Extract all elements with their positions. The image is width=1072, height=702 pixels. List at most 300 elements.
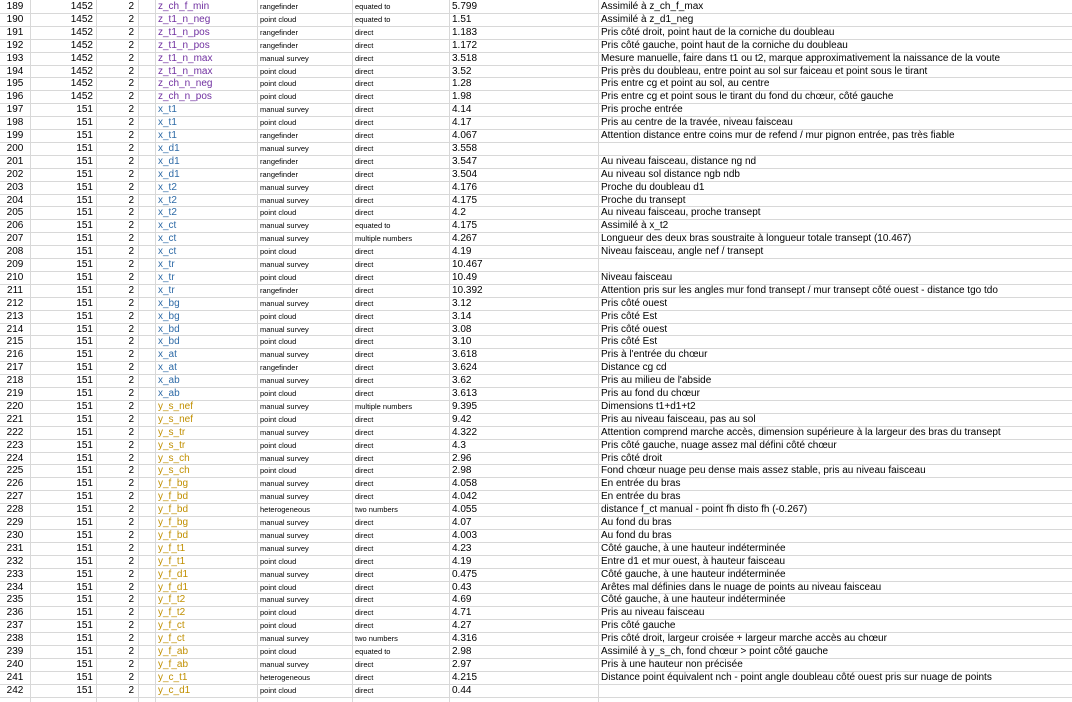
cell-level[interactable]: 2 <box>128 181 134 193</box>
cell-comment[interactable]: Pris au centre de la travée, niveau faisceau <box>601 117 793 129</box>
cell-id[interactable]: 1452 <box>70 26 93 38</box>
cell-id[interactable]: 151 <box>76 620 93 632</box>
cell-comment[interactable]: Pris côté ouest <box>601 323 668 335</box>
cell-value[interactable]: 3.14 <box>452 310 472 322</box>
cell-comment[interactable]: Au fond du bras <box>601 529 672 541</box>
cell-parameter[interactable]: y_f_t1 <box>158 555 186 567</box>
cell-id[interactable]: 151 <box>76 594 93 606</box>
table-row[interactable] <box>0 374 1072 387</box>
cell-id[interactable]: 151 <box>76 375 93 387</box>
row-number[interactable]: 220 <box>6 400 24 412</box>
cell-source[interactable]: manual survey <box>260 595 309 605</box>
cell-method[interactable]: equated to <box>355 221 391 231</box>
cell-value[interactable]: 4.058 <box>452 478 478 490</box>
table-row[interactable] <box>0 116 1072 129</box>
row-number[interactable]: 222 <box>6 426 24 438</box>
cell-parameter[interactable]: x_ab <box>158 388 180 399</box>
cell-parameter[interactable]: y_f_bd <box>158 529 189 541</box>
cell-parameter[interactable]: x_t1 <box>158 117 177 129</box>
cell-value[interactable]: 3.547 <box>452 155 478 167</box>
row-number[interactable]: 193 <box>6 52 24 64</box>
cell-value[interactable]: 4.07 <box>452 517 472 528</box>
cell-parameter[interactable]: x_bg <box>158 310 180 322</box>
cell-source[interactable]: manual survey <box>260 260 309 269</box>
cell-method[interactable]: direct <box>355 350 374 360</box>
cell-level[interactable]: 2 <box>128 117 134 129</box>
cell-level[interactable]: 2 <box>128 336 134 348</box>
cell-comment[interactable]: Mesure manuelle, faire dans t1 ou t2, marque approximativement la naissance de la voute <box>601 52 1001 64</box>
row-number[interactable]: 233 <box>6 568 24 580</box>
cell-source[interactable]: manual survey <box>260 569 309 579</box>
row-number[interactable]: 230 <box>6 529 24 541</box>
cell-id[interactable]: 151 <box>76 246 93 258</box>
table-row[interactable] <box>0 155 1072 168</box>
cell-comment[interactable]: Attention pris sur les angles mur fond transept / mur transept côté ouest - distance tgo tdo <box>601 284 998 296</box>
cell-method[interactable]: direct <box>355 376 374 386</box>
cell-parameter[interactable]: y_f_ab <box>158 646 189 657</box>
table-row[interactable] <box>0 232 1072 245</box>
cell-method[interactable]: direct <box>355 530 374 540</box>
table-row[interactable] <box>0 271 1072 284</box>
cell-level[interactable]: 2 <box>128 271 134 283</box>
cell-parameter[interactable]: z_ch_f_min <box>158 1 210 12</box>
cell-id[interactable]: 151 <box>76 684 93 696</box>
row-number[interactable]: 199 <box>6 130 24 141</box>
cell-source[interactable]: point cloud <box>260 685 297 695</box>
table-row[interactable] <box>0 658 1072 671</box>
cell-parameter[interactable]: y_f_bg <box>158 478 189 490</box>
cell-comment[interactable]: En entrée du bras <box>601 491 681 503</box>
cell-value[interactable]: 4.14 <box>452 104 472 116</box>
cell-source[interactable]: point cloud <box>260 118 297 128</box>
cell-id[interactable]: 151 <box>76 336 93 348</box>
cell-source[interactable]: point cloud <box>260 208 297 218</box>
cell-comment[interactable]: Pris côté gauche <box>601 620 676 632</box>
cell-comment[interactable]: Attention distance entre coins mur de refend / mur pignon entrée, pas très fiable <box>601 130 955 141</box>
table-row[interactable] <box>0 413 1072 426</box>
cell-comment[interactable]: Côté gauche, à une hauteur indéterminée <box>601 568 786 580</box>
cell-value[interactable]: 4.067 <box>452 130 478 141</box>
cell-id[interactable]: 151 <box>76 297 93 309</box>
row-number[interactable]: 203 <box>6 181 24 193</box>
cell-parameter[interactable]: x_at <box>158 349 177 361</box>
cell-id[interactable]: 151 <box>76 491 93 503</box>
table-row[interactable] <box>0 103 1072 116</box>
cell-comment[interactable]: Fond chœur nuage peu dense mais assez stable, pris au niveau faisceau <box>601 465 926 477</box>
cell-parameter[interactable]: x_d1 <box>158 155 180 167</box>
cell-parameter[interactable]: z_ch_n_pos <box>158 91 212 103</box>
cell-method[interactable]: direct <box>355 92 374 102</box>
cell-level[interactable]: 2 <box>128 452 134 464</box>
cell-method[interactable]: direct <box>355 118 374 128</box>
cell-source[interactable]: manual survey <box>260 453 309 463</box>
cell-value[interactable]: 0.44 <box>452 684 472 696</box>
cell-source[interactable]: point cloud <box>260 414 297 424</box>
cell-source[interactable]: rangefinder <box>260 363 298 373</box>
table-row[interactable] <box>0 39 1072 52</box>
cell-id[interactable]: 151 <box>76 349 93 361</box>
cell-source[interactable]: point cloud <box>260 440 297 450</box>
row-number[interactable]: 206 <box>6 220 24 232</box>
cell-source[interactable]: manual survey <box>260 221 309 231</box>
cell-level[interactable]: 2 <box>128 375 134 387</box>
table-row[interactable] <box>0 503 1072 516</box>
cell-level[interactable]: 2 <box>128 220 134 232</box>
cell-comment[interactable]: Au niveau faisceau, proche transept <box>601 207 761 219</box>
cell-source[interactable]: point cloud <box>260 621 297 631</box>
cell-value[interactable]: 4.003 <box>452 529 478 541</box>
table-row[interactable] <box>0 387 1072 400</box>
cell-id[interactable]: 1452 <box>70 52 93 64</box>
cell-source[interactable]: manual survey <box>260 479 309 489</box>
cell-source[interactable]: point cloud <box>260 337 297 347</box>
row-number[interactable]: 223 <box>6 439 24 451</box>
cell-id[interactable]: 151 <box>76 388 93 399</box>
row-number[interactable]: 235 <box>6 594 24 606</box>
cell-comment[interactable]: Proche du transept <box>601 194 686 206</box>
row-number[interactable]: 205 <box>6 207 24 219</box>
cell-source[interactable]: point cloud <box>260 92 297 102</box>
cell-parameter[interactable]: y_s_nef <box>158 400 194 412</box>
cell-method[interactable]: direct <box>355 131 374 140</box>
cell-method[interactable]: direct <box>355 27 374 37</box>
cell-id[interactable]: 151 <box>76 259 93 270</box>
cell-comment[interactable]: Attention comprend marche accès, dimension supérieure à la largeur des bras du transept <box>601 426 1001 438</box>
row-number[interactable]: 216 <box>6 349 24 361</box>
table-row[interactable] <box>0 142 1072 155</box>
row-number[interactable]: 215 <box>6 336 24 348</box>
cell-method[interactable]: direct <box>355 414 374 424</box>
cell-value[interactable]: 9.395 <box>452 400 478 412</box>
cell-parameter[interactable]: x_bd <box>158 336 180 348</box>
cell-source[interactable]: manual survey <box>260 182 309 192</box>
cell-comment[interactable]: Longueur des deux bras soustraite à longueur totale transept (10.467) <box>601 233 912 245</box>
cell-level[interactable]: 2 <box>128 504 134 516</box>
table-row[interactable] <box>0 323 1072 336</box>
row-number[interactable]: 210 <box>6 271 24 283</box>
cell-comment[interactable]: En entrée du bras <box>601 478 681 490</box>
cell-parameter[interactable]: y_s_tr <box>158 439 186 451</box>
cell-method[interactable]: direct <box>355 492 374 502</box>
cell-method[interactable]: direct <box>355 66 374 76</box>
cell-source[interactable]: rangefinder <box>260 131 298 140</box>
cell-value[interactable]: 3.62 <box>452 375 472 387</box>
cell-parameter[interactable]: y_f_bd <box>158 504 189 516</box>
table-row[interactable] <box>0 568 1072 581</box>
cell-source[interactable]: manual survey <box>260 659 309 669</box>
cell-level[interactable]: 2 <box>128 478 134 490</box>
cell-parameter[interactable]: y_f_bd <box>158 491 189 503</box>
cell-parameter[interactable]: x_t1 <box>158 104 177 116</box>
cell-level[interactable]: 2 <box>128 26 134 38</box>
cell-parameter[interactable]: z_t1_n_neg <box>158 13 211 25</box>
cell-comment[interactable]: Arêtes mal définies dans le nuage de points au niveau faisceau <box>601 581 882 593</box>
cell-comment[interactable]: Proche du doubleau d1 <box>601 181 705 193</box>
cell-method[interactable]: direct <box>355 79 374 89</box>
cell-comment[interactable]: Pris côté droit, largeur croisée + largeur marche accès au chœur <box>601 633 887 645</box>
cell-method[interactable]: direct <box>355 543 374 553</box>
cell-value[interactable]: 3.624 <box>452 362 478 374</box>
cell-level[interactable]: 2 <box>128 400 134 412</box>
row-number[interactable]: 240 <box>6 658 24 670</box>
cell-id[interactable]: 151 <box>76 478 93 490</box>
cell-value[interactable]: 0.43 <box>452 581 472 593</box>
cell-id[interactable]: 151 <box>76 400 93 412</box>
cell-source[interactable]: manual survey <box>260 195 309 205</box>
cell-value[interactable]: 10.49 <box>452 271 478 283</box>
cell-level[interactable]: 2 <box>128 130 134 141</box>
table-row[interactable] <box>0 310 1072 323</box>
table-row[interactable] <box>0 361 1072 374</box>
cell-method[interactable]: direct <box>355 621 374 631</box>
row-number[interactable]: 213 <box>6 310 24 322</box>
cell-id[interactable]: 1452 <box>70 65 93 77</box>
table-row[interactable] <box>0 452 1072 465</box>
table-row[interactable] <box>0 516 1072 529</box>
table-row[interactable] <box>0 439 1072 452</box>
cell-source[interactable]: manual survey <box>260 543 309 553</box>
cell-level[interactable]: 2 <box>128 91 134 103</box>
row-number[interactable]: 207 <box>6 233 24 245</box>
cell-source[interactable]: point cloud <box>260 14 297 24</box>
cell-method[interactable]: direct <box>355 337 374 347</box>
cell-value[interactable]: 3.558 <box>452 142 478 154</box>
cell-comment[interactable]: Pris à une hauteur non précisée <box>601 658 743 670</box>
cell-method[interactable]: direct <box>355 556 374 566</box>
cell-method[interactable]: direct <box>355 440 374 450</box>
table-row[interactable] <box>0 555 1072 568</box>
cell-parameter[interactable]: y_f_t1 <box>158 542 186 554</box>
cell-comment[interactable]: Entre d1 et mur ouest, à hauteur faisceau <box>601 555 785 567</box>
cell-level[interactable]: 2 <box>128 388 134 399</box>
cell-method[interactable]: direct <box>355 453 374 463</box>
cell-comment[interactable]: Pris côté gauche, point haut de la corniche du doubleau <box>601 39 848 51</box>
cell-source[interactable]: manual survey <box>260 105 309 115</box>
row-number[interactable]: 221 <box>6 413 24 425</box>
row-number[interactable]: 192 <box>6 39 24 51</box>
cell-method[interactable]: direct <box>355 672 374 682</box>
cell-value[interactable]: 10.467 <box>452 259 483 270</box>
cell-comment[interactable]: Côté gauche, à une hauteur indéterminée <box>601 542 786 554</box>
cell-level[interactable]: 2 <box>128 155 134 167</box>
cell-id[interactable]: 151 <box>76 362 93 374</box>
cell-source[interactable]: heterogeneous <box>260 505 311 515</box>
cell-value[interactable]: 4.267 <box>452 233 478 245</box>
cell-method[interactable]: direct <box>355 156 374 166</box>
cell-method[interactable]: direct <box>355 143 374 153</box>
cell-parameter[interactable]: x_ct <box>158 220 177 232</box>
cell-value[interactable]: 4.69 <box>452 594 472 606</box>
cell-source[interactable]: rangefinder <box>260 40 298 50</box>
cell-id[interactable]: 151 <box>76 581 93 593</box>
cell-source[interactable]: manual survey <box>260 530 309 540</box>
cell-value[interactable]: 4.27 <box>452 620 472 632</box>
table-row[interactable] <box>0 400 1072 413</box>
cell-id[interactable]: 1452 <box>70 13 93 25</box>
cell-method[interactable]: direct <box>355 311 374 321</box>
table-row[interactable] <box>0 606 1072 619</box>
cell-parameter[interactable]: y_f_ct <box>158 633 185 645</box>
cell-method[interactable]: direct <box>355 363 374 373</box>
cell-source[interactable]: rangefinder <box>260 27 298 37</box>
cell-id[interactable]: 151 <box>76 271 93 283</box>
cell-source[interactable]: manual survey <box>260 350 309 360</box>
cell-value[interactable]: 4.19 <box>452 555 472 567</box>
cell-level[interactable]: 2 <box>128 310 134 322</box>
cell-level[interactable]: 2 <box>128 491 134 503</box>
cell-level[interactable]: 2 <box>128 426 134 438</box>
row-number[interactable]: 214 <box>6 323 24 335</box>
table-row[interactable] <box>0 335 1072 348</box>
cell-comment[interactable]: distance f_ct manual - point fh disto fh (-0.267) <box>601 504 808 516</box>
table-row[interactable] <box>0 619 1072 632</box>
cell-method[interactable]: direct <box>355 582 374 592</box>
cell-comment[interactable]: Pris proche entrée <box>601 104 683 116</box>
row-number[interactable]: 219 <box>6 388 24 399</box>
cell-value[interactable]: 10.392 <box>452 284 483 296</box>
row-number[interactable]: 191 <box>6 26 24 38</box>
row-number[interactable]: 242 <box>6 684 24 696</box>
cell-comment[interactable]: Pris à l'entrée du chœur <box>601 349 708 361</box>
cell-method[interactable]: equated to <box>355 14 391 24</box>
cell-source[interactable]: heterogeneous <box>260 672 311 682</box>
cell-id[interactable]: 151 <box>76 104 93 116</box>
table-row[interactable] <box>0 129 1072 142</box>
cell-parameter[interactable]: y_f_ab <box>158 658 189 670</box>
table-row[interactable] <box>0 77 1072 90</box>
cell-source[interactable]: rangefinder <box>260 156 298 166</box>
cell-source[interactable]: point cloud <box>260 466 297 476</box>
cell-parameter[interactable]: x_tr <box>158 284 175 296</box>
cell-comment[interactable]: Niveau faisceau, angle nef / transept <box>601 246 764 258</box>
row-number[interactable]: 204 <box>6 194 24 206</box>
cell-source[interactable]: manual survey <box>260 634 309 644</box>
cell-comment[interactable]: Assimilé à y_s_ch, fond chœur > point côté gauche <box>601 646 829 657</box>
row-number[interactable]: 195 <box>6 78 24 90</box>
row-number[interactable]: 209 <box>6 259 24 270</box>
cell-method[interactable]: direct <box>355 569 374 579</box>
cell-parameter[interactable]: y_c_t1 <box>158 671 188 683</box>
cell-parameter[interactable]: z_ch_n_neg <box>158 78 213 90</box>
cell-value[interactable]: 4.23 <box>452 542 472 554</box>
cell-level[interactable]: 2 <box>128 658 134 670</box>
cell-source[interactable]: manual survey <box>260 492 309 502</box>
cell-method[interactable]: direct <box>355 479 374 489</box>
row-number[interactable]: 217 <box>6 362 24 374</box>
cell-id[interactable]: 151 <box>76 142 93 154</box>
cell-id[interactable]: 151 <box>76 517 93 528</box>
cell-comment[interactable]: Pris entre cg et point au sol, au centre <box>601 78 770 90</box>
cell-method[interactable]: direct <box>355 272 374 282</box>
cell-level[interactable]: 2 <box>128 207 134 219</box>
cell-method[interactable]: direct <box>355 595 374 605</box>
cell-parameter[interactable]: x_bd <box>158 323 180 335</box>
cell-value[interactable]: 5.799 <box>452 1 478 12</box>
cell-parameter[interactable]: y_f_d1 <box>158 568 189 580</box>
table-row[interactable] <box>0 65 1072 78</box>
cell-level[interactable]: 2 <box>128 517 134 528</box>
cell-level[interactable]: 2 <box>128 142 134 154</box>
table-row[interactable] <box>0 206 1072 219</box>
cell-parameter[interactable]: x_ab <box>158 375 180 387</box>
cell-value[interactable]: 3.504 <box>452 168 478 180</box>
cell-comment[interactable]: Assimilé à z_ch_f_max <box>601 1 704 12</box>
cell-id[interactable]: 151 <box>76 439 93 451</box>
table-row[interactable] <box>0 671 1072 684</box>
cell-parameter[interactable]: z_t1_n_max <box>158 65 213 77</box>
cell-method[interactable]: direct <box>355 608 374 618</box>
cell-source[interactable]: manual survey <box>260 401 309 411</box>
cell-id[interactable]: 151 <box>76 207 93 219</box>
cell-source[interactable]: point cloud <box>260 311 297 321</box>
row-number[interactable]: 197 <box>6 104 24 116</box>
cell-method[interactable]: direct <box>355 105 374 115</box>
cell-level[interactable]: 2 <box>128 581 134 593</box>
cell-level[interactable]: 2 <box>128 194 134 206</box>
cell-level[interactable]: 2 <box>128 555 134 567</box>
cell-parameter[interactable]: x_ct <box>158 233 177 245</box>
row-number[interactable]: 194 <box>6 65 24 77</box>
table-row[interactable] <box>0 684 1072 697</box>
cell-value[interactable]: 3.08 <box>452 323 472 335</box>
cell-id[interactable]: 151 <box>76 529 93 541</box>
cell-source[interactable]: point cloud <box>260 66 297 76</box>
cell-level[interactable]: 2 <box>128 362 134 374</box>
cell-method[interactable]: direct <box>355 169 374 179</box>
table-row[interactable] <box>0 258 1072 271</box>
cell-value[interactable]: 1.98 <box>452 91 472 103</box>
table-row[interactable] <box>0 0 1072 13</box>
cell-level[interactable]: 2 <box>128 349 134 361</box>
row-number[interactable]: 218 <box>6 375 24 387</box>
cell-level[interactable]: 2 <box>128 529 134 541</box>
cell-id[interactable]: 1452 <box>70 1 93 12</box>
cell-level[interactable]: 2 <box>128 246 134 258</box>
cell-level[interactable]: 2 <box>128 52 134 64</box>
row-number[interactable]: 236 <box>6 607 24 619</box>
cell-parameter[interactable]: y_f_ct <box>158 620 185 632</box>
row-number[interactable]: 200 <box>6 142 24 154</box>
cell-level[interactable]: 2 <box>128 65 134 77</box>
cell-id[interactable]: 151 <box>76 542 93 554</box>
cell-value[interactable]: 3.613 <box>452 388 478 399</box>
table-row[interactable] <box>0 426 1072 439</box>
cell-method[interactable]: direct <box>355 518 374 527</box>
cell-parameter[interactable]: x_t2 <box>158 207 177 219</box>
cell-level[interactable]: 2 <box>128 465 134 477</box>
cell-parameter[interactable]: y_s_nef <box>158 413 194 425</box>
cell-level[interactable]: 2 <box>128 594 134 606</box>
table-row[interactable] <box>0 477 1072 490</box>
cell-comment[interactable]: Pris côté Est <box>601 336 658 348</box>
cell-comment[interactable]: Côté gauche, à une hauteur indéterminée <box>601 594 786 606</box>
cell-comment[interactable]: Pris côté gauche, nuage assez mal défini côté chœur <box>601 439 837 451</box>
cell-parameter[interactable]: x_bg <box>158 297 180 309</box>
cell-comment[interactable]: Au fond du bras <box>601 517 672 528</box>
cell-method[interactable]: direct <box>355 685 374 695</box>
row-number[interactable]: 208 <box>6 246 24 258</box>
cell-id[interactable]: 151 <box>76 426 93 438</box>
cell-level[interactable]: 2 <box>128 671 134 683</box>
cell-parameter[interactable]: z_t1_n_pos <box>158 26 210 38</box>
cell-id[interactable]: 151 <box>76 233 93 245</box>
cell-method[interactable]: direct <box>355 53 374 63</box>
cell-level[interactable]: 2 <box>128 646 134 657</box>
cell-value[interactable]: 4.3 <box>452 439 466 451</box>
cell-source[interactable]: point cloud <box>260 608 297 618</box>
cell-method[interactable]: direct <box>355 208 374 218</box>
cell-value[interactable]: 4.2 <box>452 207 466 219</box>
